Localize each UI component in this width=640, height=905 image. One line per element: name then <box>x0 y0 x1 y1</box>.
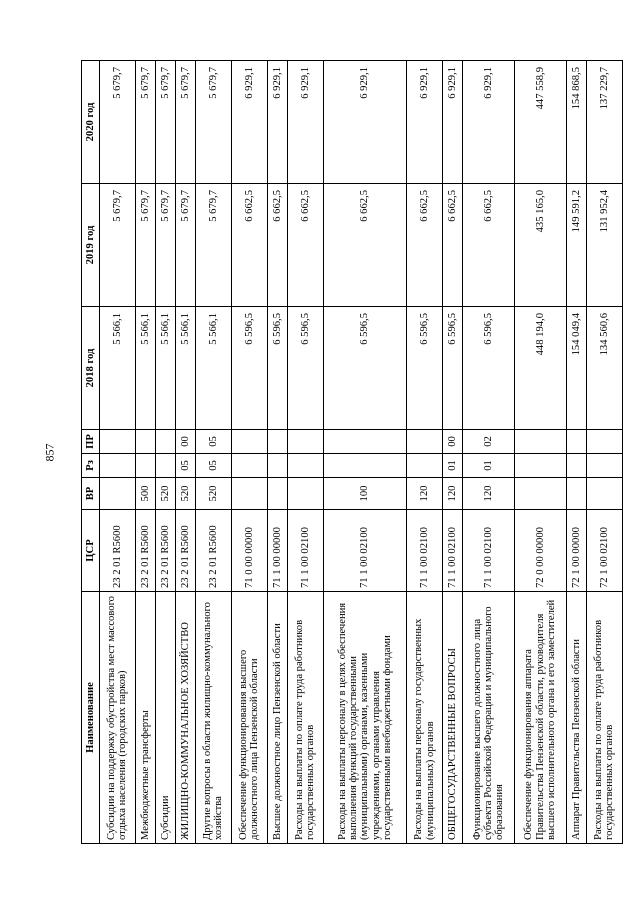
row-name: Расходы на выплаты персоналу государственных (муниципальных) органов <box>407 592 443 844</box>
row-csr: 23 2 01 R5600 <box>196 510 232 592</box>
header-csr: ЦСР <box>82 510 100 592</box>
row-name: ЖИЛИЩНО-КОММУНАЛЬНОЕ ХОЗЯЙСТВО <box>175 592 195 844</box>
row-pr <box>566 430 586 454</box>
budget-table-container <box>81 61 623 844</box>
row-name: Расходы на выплаты персоналу в целях обеспечения выполнения функций государственными (муниципальными) органами, казенными учреждениями, органами управления государственными внебюджетными фондами <box>323 592 407 844</box>
table-row <box>463 61 515 844</box>
row-2019: 6 662,5 <box>287 184 323 307</box>
row-2019: 131 952,4 <box>586 184 622 307</box>
row-2020: 154 868,5 <box>566 61 586 184</box>
table-row <box>287 61 323 844</box>
table-row <box>267 61 287 844</box>
row-pr <box>267 430 287 454</box>
row-pr <box>407 430 443 454</box>
row-vr: 120 <box>463 478 515 510</box>
row-2018: 448 194,0 <box>515 307 567 430</box>
row-csr: 71 1 00 02100 <box>323 510 407 592</box>
row-pr <box>135 430 155 454</box>
row-csr: 71 1 00 02100 <box>407 510 443 592</box>
row-2018: 154 049,4 <box>566 307 586 430</box>
row-pr: 05 <box>196 430 232 454</box>
row-rz <box>155 454 175 478</box>
row-vr <box>100 478 136 510</box>
table-row <box>323 61 407 844</box>
row-2019: 6 662,5 <box>463 184 515 307</box>
row-vr <box>231 478 267 510</box>
header-pr: ПР <box>82 430 100 454</box>
header-vr: ВР <box>82 478 100 510</box>
row-csr: 72 0 00 00000 <box>515 510 567 592</box>
row-2019: 6 662,5 <box>323 184 407 307</box>
row-rz <box>100 454 136 478</box>
row-rz <box>407 454 443 478</box>
budget-table <box>81 60 623 844</box>
row-pr <box>287 430 323 454</box>
row-2018: 6 596,5 <box>463 307 515 430</box>
row-name: Обеспечение функционирования аппарата Правительства Пензенской области, руководителя высшего исполнительного органа и его заместителей <box>515 592 567 844</box>
row-2020: 6 929,1 <box>323 61 407 184</box>
row-rz: 05 <box>196 454 232 478</box>
table-row <box>196 61 232 844</box>
row-2019: 5 679,7 <box>100 184 136 307</box>
row-2018: 6 596,5 <box>231 307 267 430</box>
row-2019: 5 679,7 <box>196 184 232 307</box>
row-vr <box>267 478 287 510</box>
table-row <box>100 61 136 844</box>
row-vr: 120 <box>407 478 443 510</box>
row-rz <box>267 454 287 478</box>
row-name: Высшее должностное лицо Пензенской области <box>267 592 287 844</box>
row-2018: 6 596,5 <box>267 307 287 430</box>
row-name: Субсидии <box>155 592 175 844</box>
row-pr <box>155 430 175 454</box>
row-2020: 6 929,1 <box>407 61 443 184</box>
row-2019: 6 662,5 <box>267 184 287 307</box>
row-vr: 520 <box>196 478 232 510</box>
row-2020: 5 679,7 <box>100 61 136 184</box>
row-csr: 23 2 01 R5600 <box>175 510 195 592</box>
table-row <box>586 61 622 844</box>
row-2020: 6 929,1 <box>267 61 287 184</box>
row-2019: 435 165,0 <box>515 184 567 307</box>
row-name: Обеспечение функционирования высшего должностного лица Пензенской области <box>231 592 267 844</box>
row-pr: 02 <box>463 430 515 454</box>
row-2018: 6 596,5 <box>287 307 323 430</box>
row-2020: 447 558,9 <box>515 61 567 184</box>
table-row <box>155 61 175 844</box>
row-rz <box>586 454 622 478</box>
row-2020: 6 929,1 <box>443 61 463 184</box>
row-vr <box>586 478 622 510</box>
row-2018: 134 560,6 <box>586 307 622 430</box>
header-2018: 2018 год <box>82 307 100 430</box>
row-pr: 00 <box>175 430 195 454</box>
row-2018: 5 566,1 <box>155 307 175 430</box>
row-2020: 5 679,7 <box>135 61 155 184</box>
row-name: Субсидии на поддержку обустройства мест массового отдыха населения (городских парков) <box>100 592 136 844</box>
row-vr: 520 <box>155 478 175 510</box>
row-2019: 149 591,2 <box>566 184 586 307</box>
row-2020: 5 679,7 <box>155 61 175 184</box>
page-number <box>30 0 70 905</box>
table-row <box>175 61 195 844</box>
table-header-row <box>82 61 100 844</box>
row-2020: 137 229,7 <box>586 61 622 184</box>
row-rz <box>515 454 567 478</box>
row-pr <box>100 430 136 454</box>
row-2019: 5 679,7 <box>155 184 175 307</box>
header-2020: 2020 год <box>82 61 100 184</box>
row-rz: 05 <box>175 454 195 478</box>
row-vr: 100 <box>323 478 407 510</box>
row-name: Функционирование высшего должностного лица субъекта Российской Федерации и муниципального образования <box>463 592 515 844</box>
row-name: Другие вопросы в области жилищно-коммунального хозяйства <box>196 592 232 844</box>
row-vr: 520 <box>175 478 195 510</box>
row-2018: 5 566,1 <box>196 307 232 430</box>
row-name: Аппарат Правительства Пензенской области <box>566 592 586 844</box>
row-2018: 5 566,1 <box>175 307 195 430</box>
row-2020: 5 679,7 <box>175 61 195 184</box>
row-rz: 01 <box>463 454 515 478</box>
row-rz <box>231 454 267 478</box>
row-2020: 6 929,1 <box>287 61 323 184</box>
row-2020: 6 929,1 <box>463 61 515 184</box>
row-pr <box>515 430 567 454</box>
row-2019: 6 662,5 <box>407 184 443 307</box>
table-row <box>407 61 443 844</box>
row-2018: 6 596,5 <box>407 307 443 430</box>
row-2020: 6 929,1 <box>231 61 267 184</box>
row-csr: 23 2 01 R5600 <box>100 510 136 592</box>
row-csr: 72 1 00 02100 <box>586 510 622 592</box>
header-name: Наименование <box>82 592 100 844</box>
row-pr: 00 <box>443 430 463 454</box>
row-csr: 71 1 00 02100 <box>463 510 515 592</box>
row-vr: 500 <box>135 478 155 510</box>
row-pr <box>323 430 407 454</box>
row-pr <box>586 430 622 454</box>
row-csr: 71 0 00 00000 <box>231 510 267 592</box>
row-2018: 6 596,5 <box>443 307 463 430</box>
row-rz <box>135 454 155 478</box>
row-vr: 120 <box>443 478 463 510</box>
row-rz <box>287 454 323 478</box>
row-2019: 5 679,7 <box>135 184 155 307</box>
row-rz <box>566 454 586 478</box>
table-row <box>231 61 267 844</box>
row-2018: 5 566,1 <box>135 307 155 430</box>
row-rz <box>323 454 407 478</box>
table-row <box>443 61 463 844</box>
row-name: ОБЩЕГОСУДАРСТВЕННЫЕ ВОПРОСЫ <box>443 592 463 844</box>
row-name: Межбюджетные трансферты <box>135 592 155 844</box>
row-name: Расходы на выплаты по оплате труда работников государственных органов <box>586 592 622 844</box>
row-csr: 23 2 01 R5600 <box>135 510 155 592</box>
row-csr: 23 2 01 R5600 <box>155 510 175 592</box>
row-rz: 01 <box>443 454 463 478</box>
header-rz: Рз <box>82 454 100 478</box>
row-pr <box>231 430 267 454</box>
row-2019: 6 662,5 <box>443 184 463 307</box>
row-vr <box>287 478 323 510</box>
row-csr: 71 1 00 02100 <box>287 510 323 592</box>
row-2020: 5 679,7 <box>196 61 232 184</box>
row-2019: 6 662,5 <box>231 184 267 307</box>
row-csr: 72 1 00 00000 <box>566 510 586 592</box>
row-name: Расходы на выплаты по оплате труда работников государственных органов <box>287 592 323 844</box>
header-2019: 2019 год <box>82 184 100 307</box>
row-2019: 5 679,7 <box>175 184 195 307</box>
row-csr: 71 1 00 00000 <box>267 510 287 592</box>
row-vr <box>566 478 586 510</box>
row-csr: 71 1 00 02100 <box>443 510 463 592</box>
row-2018: 6 596,5 <box>323 307 407 430</box>
table-row <box>566 61 586 844</box>
page-number-text: 857 <box>42 443 57 462</box>
row-vr <box>515 478 567 510</box>
row-2018: 5 566,1 <box>100 307 136 430</box>
table-row <box>135 61 155 844</box>
table-row <box>515 61 567 844</box>
